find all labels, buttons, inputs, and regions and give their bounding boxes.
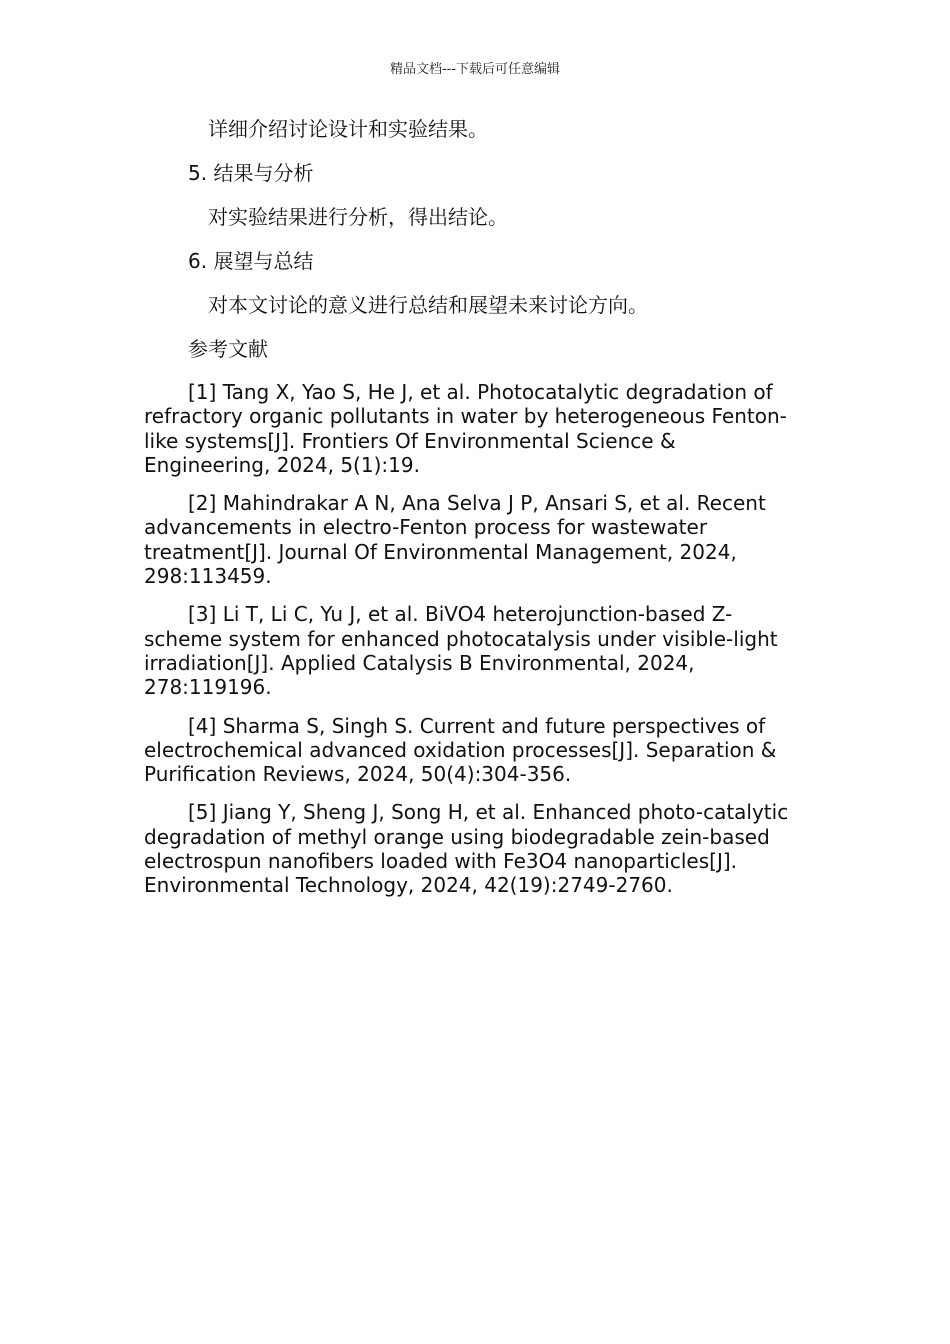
reference-item: [4] Sharma S, Singh S. Current and future perspectives of electrochemical advanced oxidation processes[J]. Separation & Purification Reviews, 2024, 50(4):304-356. [144, 713, 777, 787]
document-body [144, 116, 808, 912]
body-paragraph: 详细介绍讨论设计和实验结果。 [208, 117, 488, 141]
body-paragraph: 对本文讨论的意义进行总结和展望未来讨论方向。 [208, 293, 648, 317]
reference-item: [2] Mahindrakar A N, Ana Selva J P, Ansari S, et al. Recent advancements in electro-Fenton process for wastewater treatment[J]. Journal Of Environmental Management, 2024, 298:113459. [144, 491, 766, 589]
section-heading-6: 6. 展望与总结 [188, 249, 314, 273]
section-heading-5: 5. 结果与分析 [188, 161, 314, 185]
body-paragraph: 对实验结果进行分析，得出结论。 [208, 205, 508, 229]
reference-item: [3] Li T, Li C, Yu J, et al. BiVO4 heterojunction-based Z-scheme system for enhanced photocatalysis under visible-light irradiation[J]. Applied Catalysis B Environmental, 2024, 278:119196. [144, 602, 778, 700]
page-header: 精品文档---下载后可任意编辑 [389, 62, 561, 77]
reference-item: [5] Jiang Y, Sheng J, Song H, et al. Enhanced photo-catalytic degradation of methyl orange using biodegradable zein-based electrospun nanofibers loaded with Fe3O4 nanoparticles[J]. Environmental Technology, 2024, 42(19):2749-2760. [144, 800, 789, 898]
reference-list [144, 380, 808, 898]
reference-item: [1] Tang X, Yao S, He J, et al. Photocatalytic degradation of refractory organic pollutants in water by heterogeneous Fenton-like systems[J]. Frontiers Of Environmental Science & Engineering, 2024, 5(1):19. [144, 380, 787, 477]
references-title: 参考文献 [188, 337, 268, 361]
